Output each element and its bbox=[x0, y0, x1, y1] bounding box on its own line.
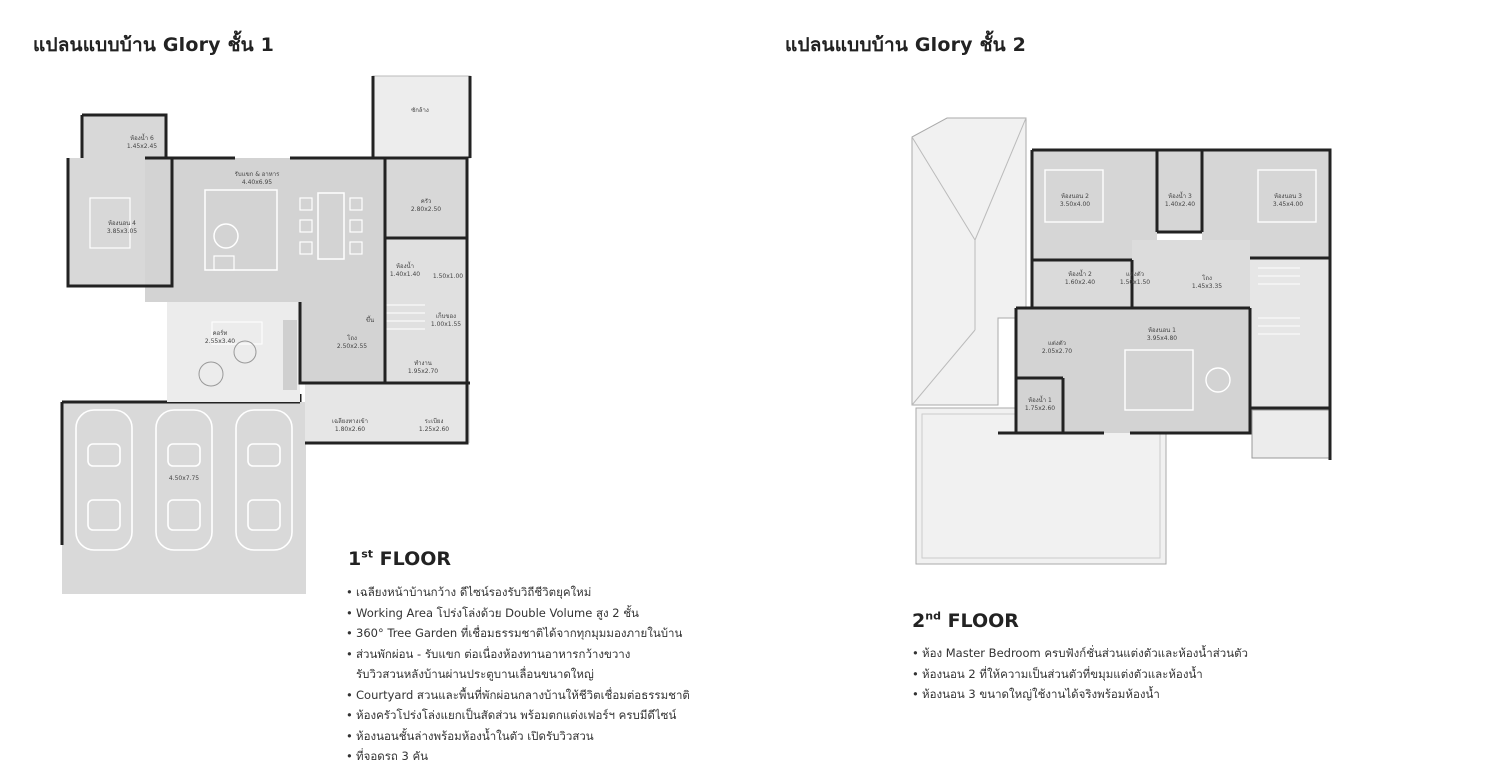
bath-small-size: 1.40x1.40 bbox=[389, 271, 421, 278]
list-item: • ห้องนอน 3 ขนาดใหญ่ใช้งานได้จริงพร้อมห้องน้ำ bbox=[912, 684, 1248, 705]
bath2-size: 1.60x2.40 bbox=[1064, 279, 1096, 286]
list-item: • Courtyard สวนและพื้นที่พักผ่อนกลางบ้านให้ชีวิตเชื่อมต่อธรรมชาติ bbox=[346, 685, 690, 706]
bed2-label: ห้องนอน 2 bbox=[1060, 193, 1090, 200]
living-label: รับแขก & อาหาร bbox=[234, 171, 280, 178]
hall2-size: 1.45x3.35 bbox=[1191, 283, 1223, 290]
bath3-room bbox=[1157, 150, 1202, 232]
work-label: ทำงาน bbox=[414, 360, 432, 367]
closet-label: เก็บของ bbox=[435, 313, 457, 320]
hall-label: โถง bbox=[347, 335, 357, 342]
bath-small-label: ห้องน้ำ bbox=[396, 263, 414, 270]
porch-size: 1.25x2.60 bbox=[418, 426, 450, 433]
stair-void bbox=[1250, 258, 1330, 408]
bed3-size: 3.45x4.00 bbox=[1272, 201, 1304, 208]
kitchen-label: ครัว bbox=[420, 198, 432, 205]
garage-size: 4.50x7.75 bbox=[168, 475, 200, 482]
list-item: • ห้องนอน 2 ที่ให้ความเป็นส่วนตัวที่ขมุมแต่งตัวและห้องน้ำ bbox=[912, 664, 1248, 685]
foyer-size: 1.80x2.60 bbox=[334, 426, 366, 433]
list-item: • ห้องครัวโปร่งโล่งแยกเป็นสัดส่วน พร้อมตกแต่งเฟอร์ฯ ครบมีดีไซน์ bbox=[346, 705, 690, 726]
list-item: รับวิวสวนหลังบ้านผ่านประตูบานเลื่อนขนาดใหญ่ bbox=[356, 667, 594, 681]
floor2-heading-word: FLOOR bbox=[947, 610, 1019, 632]
dress-label: แต่งตัว bbox=[1126, 271, 1144, 278]
bath2-label: ห้องน้ำ 2 bbox=[1068, 271, 1092, 278]
living-size: 4.40x6.95 bbox=[241, 179, 273, 186]
master-size: 3.95x4.80 bbox=[1146, 335, 1178, 342]
master-suite bbox=[1016, 308, 1250, 433]
list-item: • เฉลียงหน้าบ้านกว้าง ดีไซน์รองรับวิถีชีวิตยุคใหม่ bbox=[346, 582, 690, 603]
floor1-heading-word: FLOOR bbox=[379, 548, 452, 570]
stair-label: ขึ้น bbox=[365, 317, 375, 324]
bath1-label: ห้องน้ำ 1 bbox=[1028, 397, 1052, 404]
floor1-heading-num: 1 bbox=[348, 548, 362, 570]
floor1-heading-sup: st bbox=[361, 547, 374, 561]
courtyard-label: คอร์ท bbox=[212, 330, 228, 337]
store-size: 1.50x1.00 bbox=[432, 273, 464, 280]
hall2-label: โถง bbox=[1202, 275, 1212, 282]
foyer-label: เฉลียงทางเข้า bbox=[331, 418, 369, 425]
work-size: 1.95x2.70 bbox=[407, 368, 439, 375]
floor2-heading-sup: nd bbox=[925, 609, 941, 623]
courtyard-size: 2.55x3.40 bbox=[204, 338, 236, 345]
floor2-feature-list bbox=[912, 643, 1248, 705]
closet-size: 1.00x1.55 bbox=[430, 321, 462, 328]
kitchen-size: 2.80x2.50 bbox=[410, 206, 442, 213]
floor1-heading bbox=[348, 548, 451, 570]
wic-size: 2.05x2.70 bbox=[1041, 348, 1073, 355]
floor2-heading bbox=[912, 610, 1019, 632]
bath6-size: 1.45x2.45 bbox=[126, 143, 158, 150]
bed2-size: 3.50x4.00 bbox=[1059, 201, 1091, 208]
floor2-heading-num: 2 bbox=[912, 610, 926, 632]
floor1-title: แปลนแบบบ้าน Glory ชั้น 1 bbox=[33, 34, 275, 56]
wic-label: แต่งตัว bbox=[1048, 340, 1066, 347]
bath3-size: 1.40x2.40 bbox=[1164, 201, 1196, 208]
floor2-title: แปลนแบบบ้าน Glory ชั้น 2 bbox=[785, 34, 1027, 56]
bed4-size: 3.85x3.05 bbox=[106, 228, 138, 235]
list-item: • ห้อง Master Bedroom ครบฟังก์ชั่นส่วนแต่งตัวและห้องน้ำส่วนตัว bbox=[912, 643, 1248, 664]
bath3-label: ห้องน้ำ 3 bbox=[1168, 193, 1192, 200]
roof-left bbox=[912, 118, 1026, 405]
list-item: • ห้องนอนชั้นล่างพร้อมห้องน้ำในตัว เปิดรับวิวสวน bbox=[346, 726, 690, 747]
bed3-label: ห้องนอน 3 bbox=[1273, 193, 1303, 200]
list-item: • ที่จอดรถ 3 คัน bbox=[346, 746, 690, 767]
bed4-label: ห้องนอน 4 bbox=[107, 220, 137, 227]
dress-size: 1.50x1.50 bbox=[1119, 279, 1151, 286]
porch-label: ระเบียง bbox=[424, 418, 444, 425]
bath1-size: 1.75x2.60 bbox=[1024, 405, 1056, 412]
list-item: • 360° Tree Garden ที่เชื่อมธรรมชาติได้จากทุกมุมมองภายในบ้าน bbox=[346, 623, 690, 644]
hall2 bbox=[1132, 240, 1250, 310]
washing-label: ซักล้าง bbox=[411, 107, 429, 114]
master-label: ห้องนอน 1 bbox=[1147, 327, 1177, 334]
bath6-label: ห้องน้ำ 6 bbox=[130, 135, 154, 142]
floor1-feature-list bbox=[346, 582, 690, 767]
list-item: • ส่วนพักผ่อน - รับแขก ต่อเนื่องห้องทานอาหารกว้างขวาง bbox=[346, 644, 690, 665]
list-item: • Working Area โปร่งโล่งด้วย Double Volume สูง 2 ชั้น bbox=[346, 603, 690, 624]
hall-size: 2.50x2.55 bbox=[336, 343, 368, 350]
